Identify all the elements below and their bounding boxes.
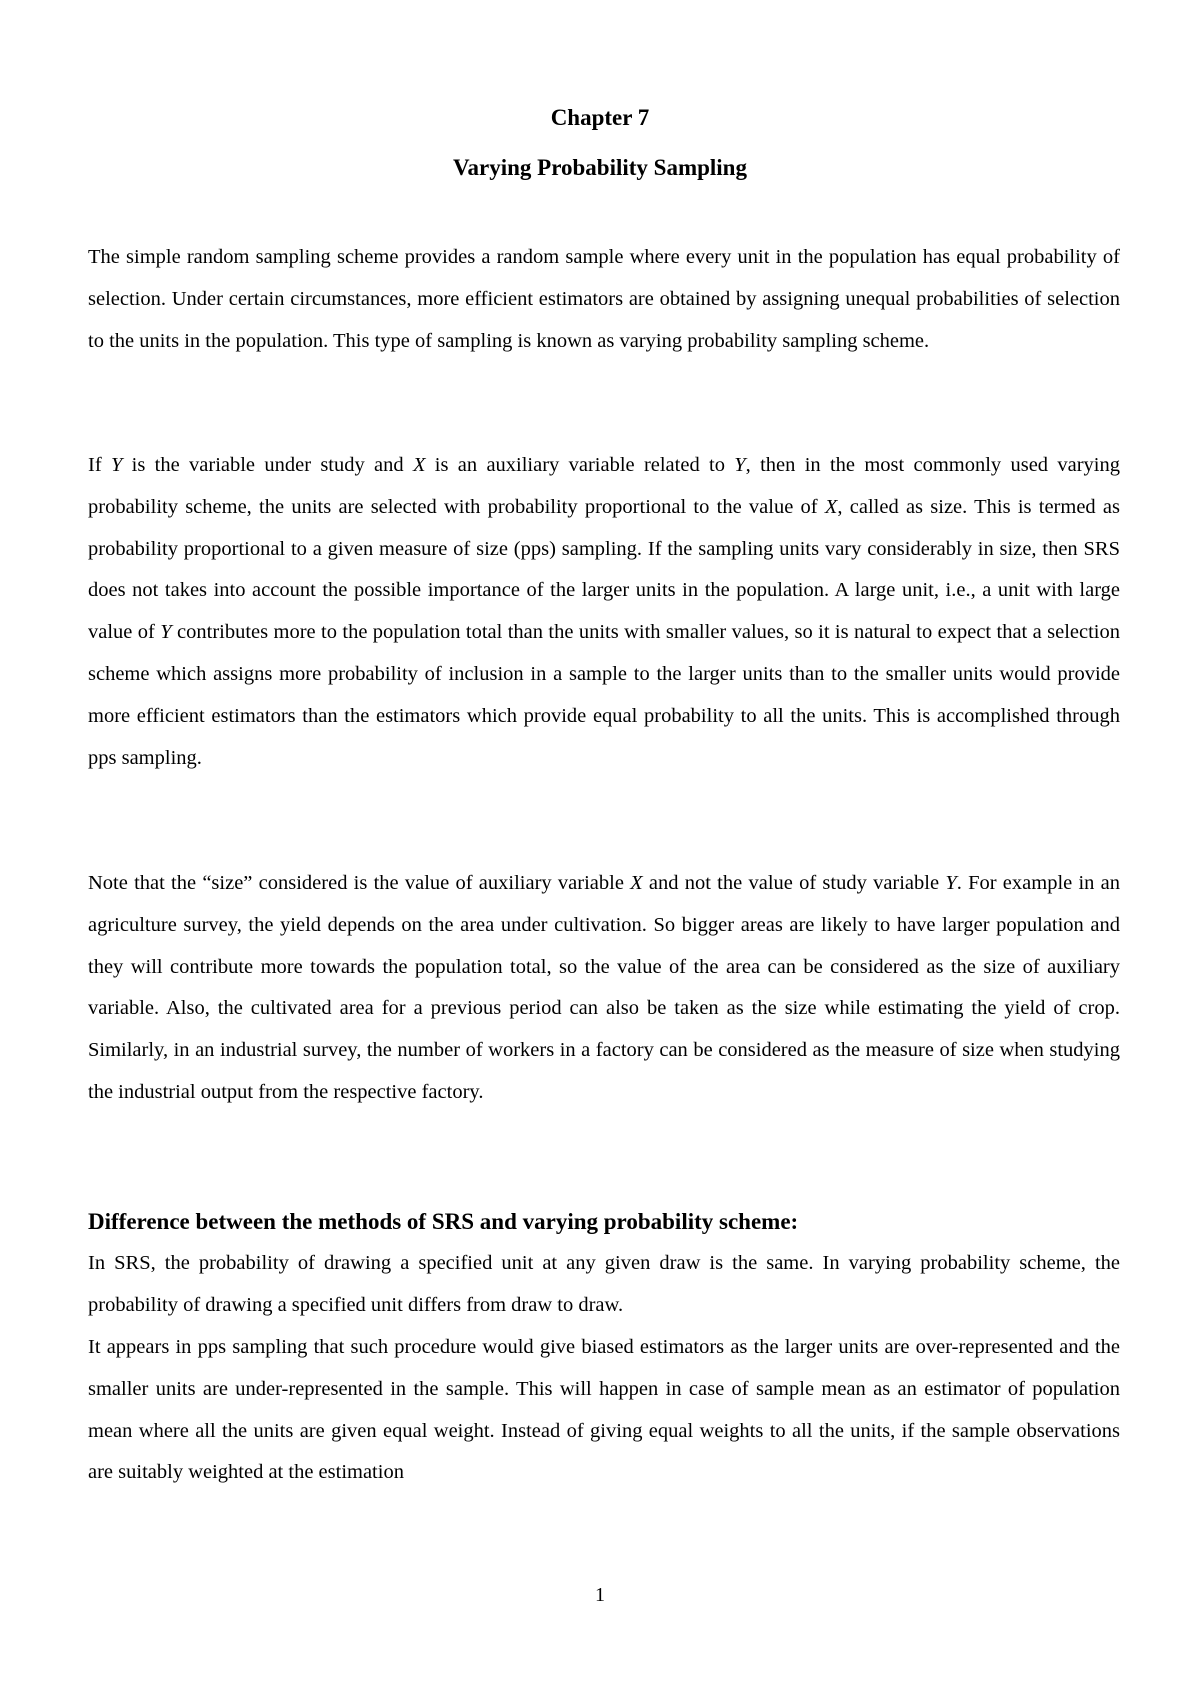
paragraph-intro: The simple random sampling scheme provides a random sample where every unit in the population has equal probability of selection. Under certain circumstances, more efficient estimators are obtained by assigning unequal probabilities of selection to the units in the population. This type of sampling is known as varying probability sampling scheme.: [88, 246, 1120, 352]
variable-x: X: [630, 872, 643, 894]
text-span: is an auxiliary variable related to: [425, 454, 735, 476]
paragraph-srs-difference: In SRS, the probability of drawing a specified unit at any given draw is the same. In varying probability scheme, the probability of drawing a specified unit differs from draw to draw.: [88, 1252, 1120, 1316]
text-span: If: [88, 454, 111, 476]
section-heading: Difference between the methods of SRS and varying probability scheme:: [88, 1209, 799, 1234]
variable-y: Y: [110, 454, 123, 476]
chapter-title: Varying Probability Sampling: [453, 155, 747, 180]
variable-y: Y: [734, 454, 746, 476]
text-span: . For example in an agriculture survey, the yield depends on the area under cultivation. So bigger areas are likely to have larger population and they will contribute more towards the population total, so the value of the area can be considered as the size of auxiliary variable. Also, the cultivated area for a previous period can also be taken as the size while estimating the yield of crop. Similarly, in an industrial survey, the number of workers in a factory can be considered as the measure of size when studying the industrial output from the respective factory.: [88, 872, 1121, 1103]
text-span: Note that the “size” considered is the value of auxiliary variable: [88, 872, 631, 894]
text-span: and not the value of study variable: [642, 872, 946, 894]
text-span: contributes more to the population total than the units with smaller values, so it is natural to expect that a selection scheme which assigns more probability of inclusion in a sample to the larger units than to the smaller units would provide more efficient estimators than the estimators which provide equal probability to all the units. This is accomplished through pps sampling.: [88, 621, 1120, 769]
text-span: , then in the most commonly used varying probability scheme, the units are selected with probability proportional to the value of: [88, 454, 1120, 518]
chapter-number: Chapter 7: [550, 105, 650, 130]
variable-y: Y: [945, 872, 957, 894]
page-number: 1: [595, 1584, 605, 1606]
paragraph-size-note: [88, 863, 1120, 1114]
paragraph-pps-bias: It appears in pps sampling that such procedure would give biased estimators as the larger units are over-represented and the smaller units are under-represented in the sample. This will happen in case of sample mean as an estimator of population mean where all the units are given equal weight. Instead of giving equal weights to all the units, if the sample observations are suitably weighted at the estimation: [88, 1336, 1120, 1484]
variable-x: X: [412, 454, 426, 476]
variable-x: X: [824, 495, 838, 518]
variable-y: Y: [160, 621, 172, 644]
paragraph-pps-definition: [88, 445, 1120, 779]
text-span: is the variable under study and: [122, 454, 413, 476]
text-span: , called as size. This is termed as probability proportional to a given measure of size (pps) sampling. If the sampling units vary considerably in size, then SRS does not takes into account the possible importance of the larger units in the population. A large unit, i.e., a unit with large value of: [88, 495, 1120, 644]
